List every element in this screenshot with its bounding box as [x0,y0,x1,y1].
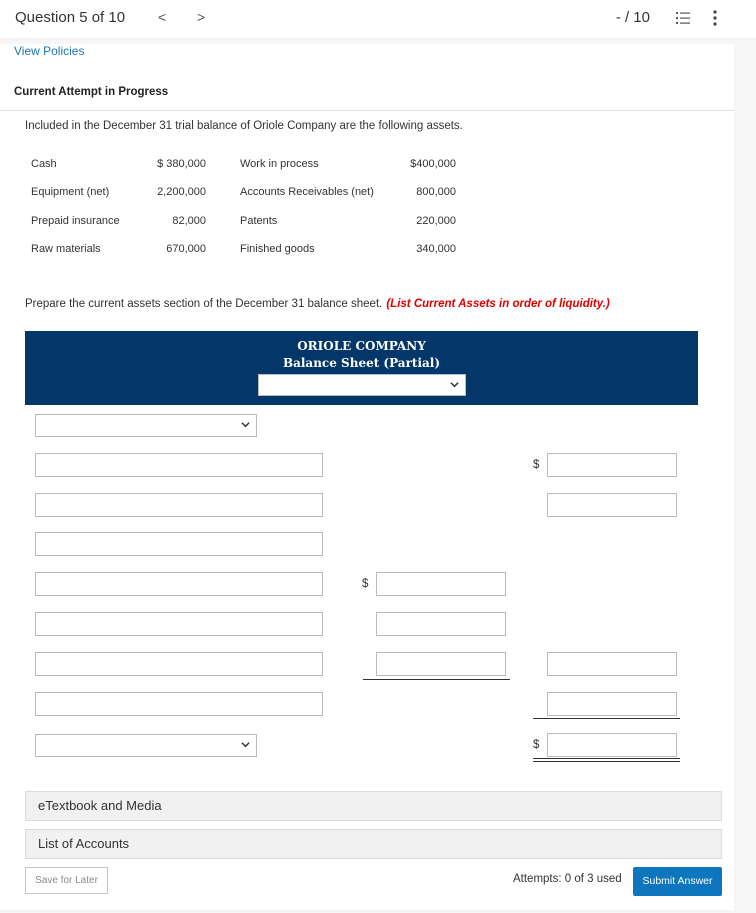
attempt-heading: Current Attempt in Progress [14,86,169,98]
tb-account: Cash [31,158,57,170]
tb-account: Patents [240,215,278,227]
total-label-select[interactable] [35,734,257,757]
account-name-input[interactable] [35,572,323,596]
more-options-icon[interactable] [712,9,718,27]
double-rule-top [533,758,680,759]
amount-input[interactable] [376,612,506,636]
tb-amount: 670,000 [166,243,206,255]
date-select[interactable] [258,374,466,396]
previous-question-button[interactable]: < [158,9,167,25]
company-name: ORIOLE COMPANY [297,339,426,353]
subtotal-rule [533,718,680,719]
subtotal-rule [363,679,510,680]
question-intro: Included in the December 31 trial balance of Oriole Company are the following assets. [25,120,463,132]
tb-account: Raw materials [31,243,101,255]
top-bar [0,0,756,38]
dollar-sign: $ [362,578,369,590]
account-name-input[interactable] [35,652,323,676]
chevron-down-icon [450,380,459,389]
instructions [25,298,610,310]
statement-title: Balance Sheet (Partial) [282,356,441,370]
list-of-accounts-section[interactable]: List of Accounts [25,829,722,859]
tb-amount: 340,000 [416,243,456,255]
question-panel [0,44,734,910]
amount-input[interactable] [376,652,506,676]
amount-input[interactable] [547,453,677,477]
tb-account: Work in process [240,158,319,170]
tb-account: Equipment (net) [31,186,110,198]
dollar-sign: $ [533,739,540,751]
instruction-text: Prepare the current assets section of the December 31 balance sheet. [25,298,383,310]
liquidity-hint: (List Current Assets in order of liquidity.) [386,298,610,310]
tb-amount: 800,000 [416,186,456,198]
attempts-counter: Attempts: 0 of 3 used [513,873,622,885]
amount-input[interactable] [376,572,506,596]
submit-answer-button[interactable]: Submit Answer [633,867,722,896]
statement-header [25,331,698,405]
etextbook-media-section[interactable]: eTextbook and Media [25,791,722,821]
tb-amount: 82,000 [172,215,206,227]
question-score: - / 10 [615,9,650,26]
account-name-input[interactable] [35,493,323,517]
account-name-input[interactable] [35,692,323,716]
tb-amount: $ 380,000 [157,158,206,170]
dollar-sign: $ [533,459,540,471]
total-amount-input[interactable] [547,733,677,757]
question-counter: Question 5 of 10 [15,9,126,26]
next-question-button[interactable]: > [197,9,206,25]
question-list-icon[interactable] [675,10,691,26]
double-rule-bottom [533,761,680,762]
tb-account: Prepaid insurance [31,215,120,227]
account-name-input[interactable] [35,453,323,477]
tb-amount: $400,000 [410,158,456,170]
amount-input[interactable] [547,692,677,716]
section-heading-select[interactable] [35,414,257,437]
chevron-down-icon [241,420,250,429]
tb-account: Accounts Receivables (net) [240,186,374,198]
tb-account: Finished goods [240,243,315,255]
amount-input[interactable] [547,652,677,676]
account-name-input[interactable] [35,612,323,636]
account-name-input[interactable] [35,532,323,556]
amount-input[interactable] [547,493,677,517]
view-policies-link[interactable]: View Policies [14,44,85,58]
tb-amount: 220,000 [416,215,456,227]
tb-amount: 2,200,000 [157,186,206,198]
save-for-later-button[interactable]: Save for Later [25,867,108,894]
divider [0,110,734,111]
chevron-down-icon [241,740,250,749]
